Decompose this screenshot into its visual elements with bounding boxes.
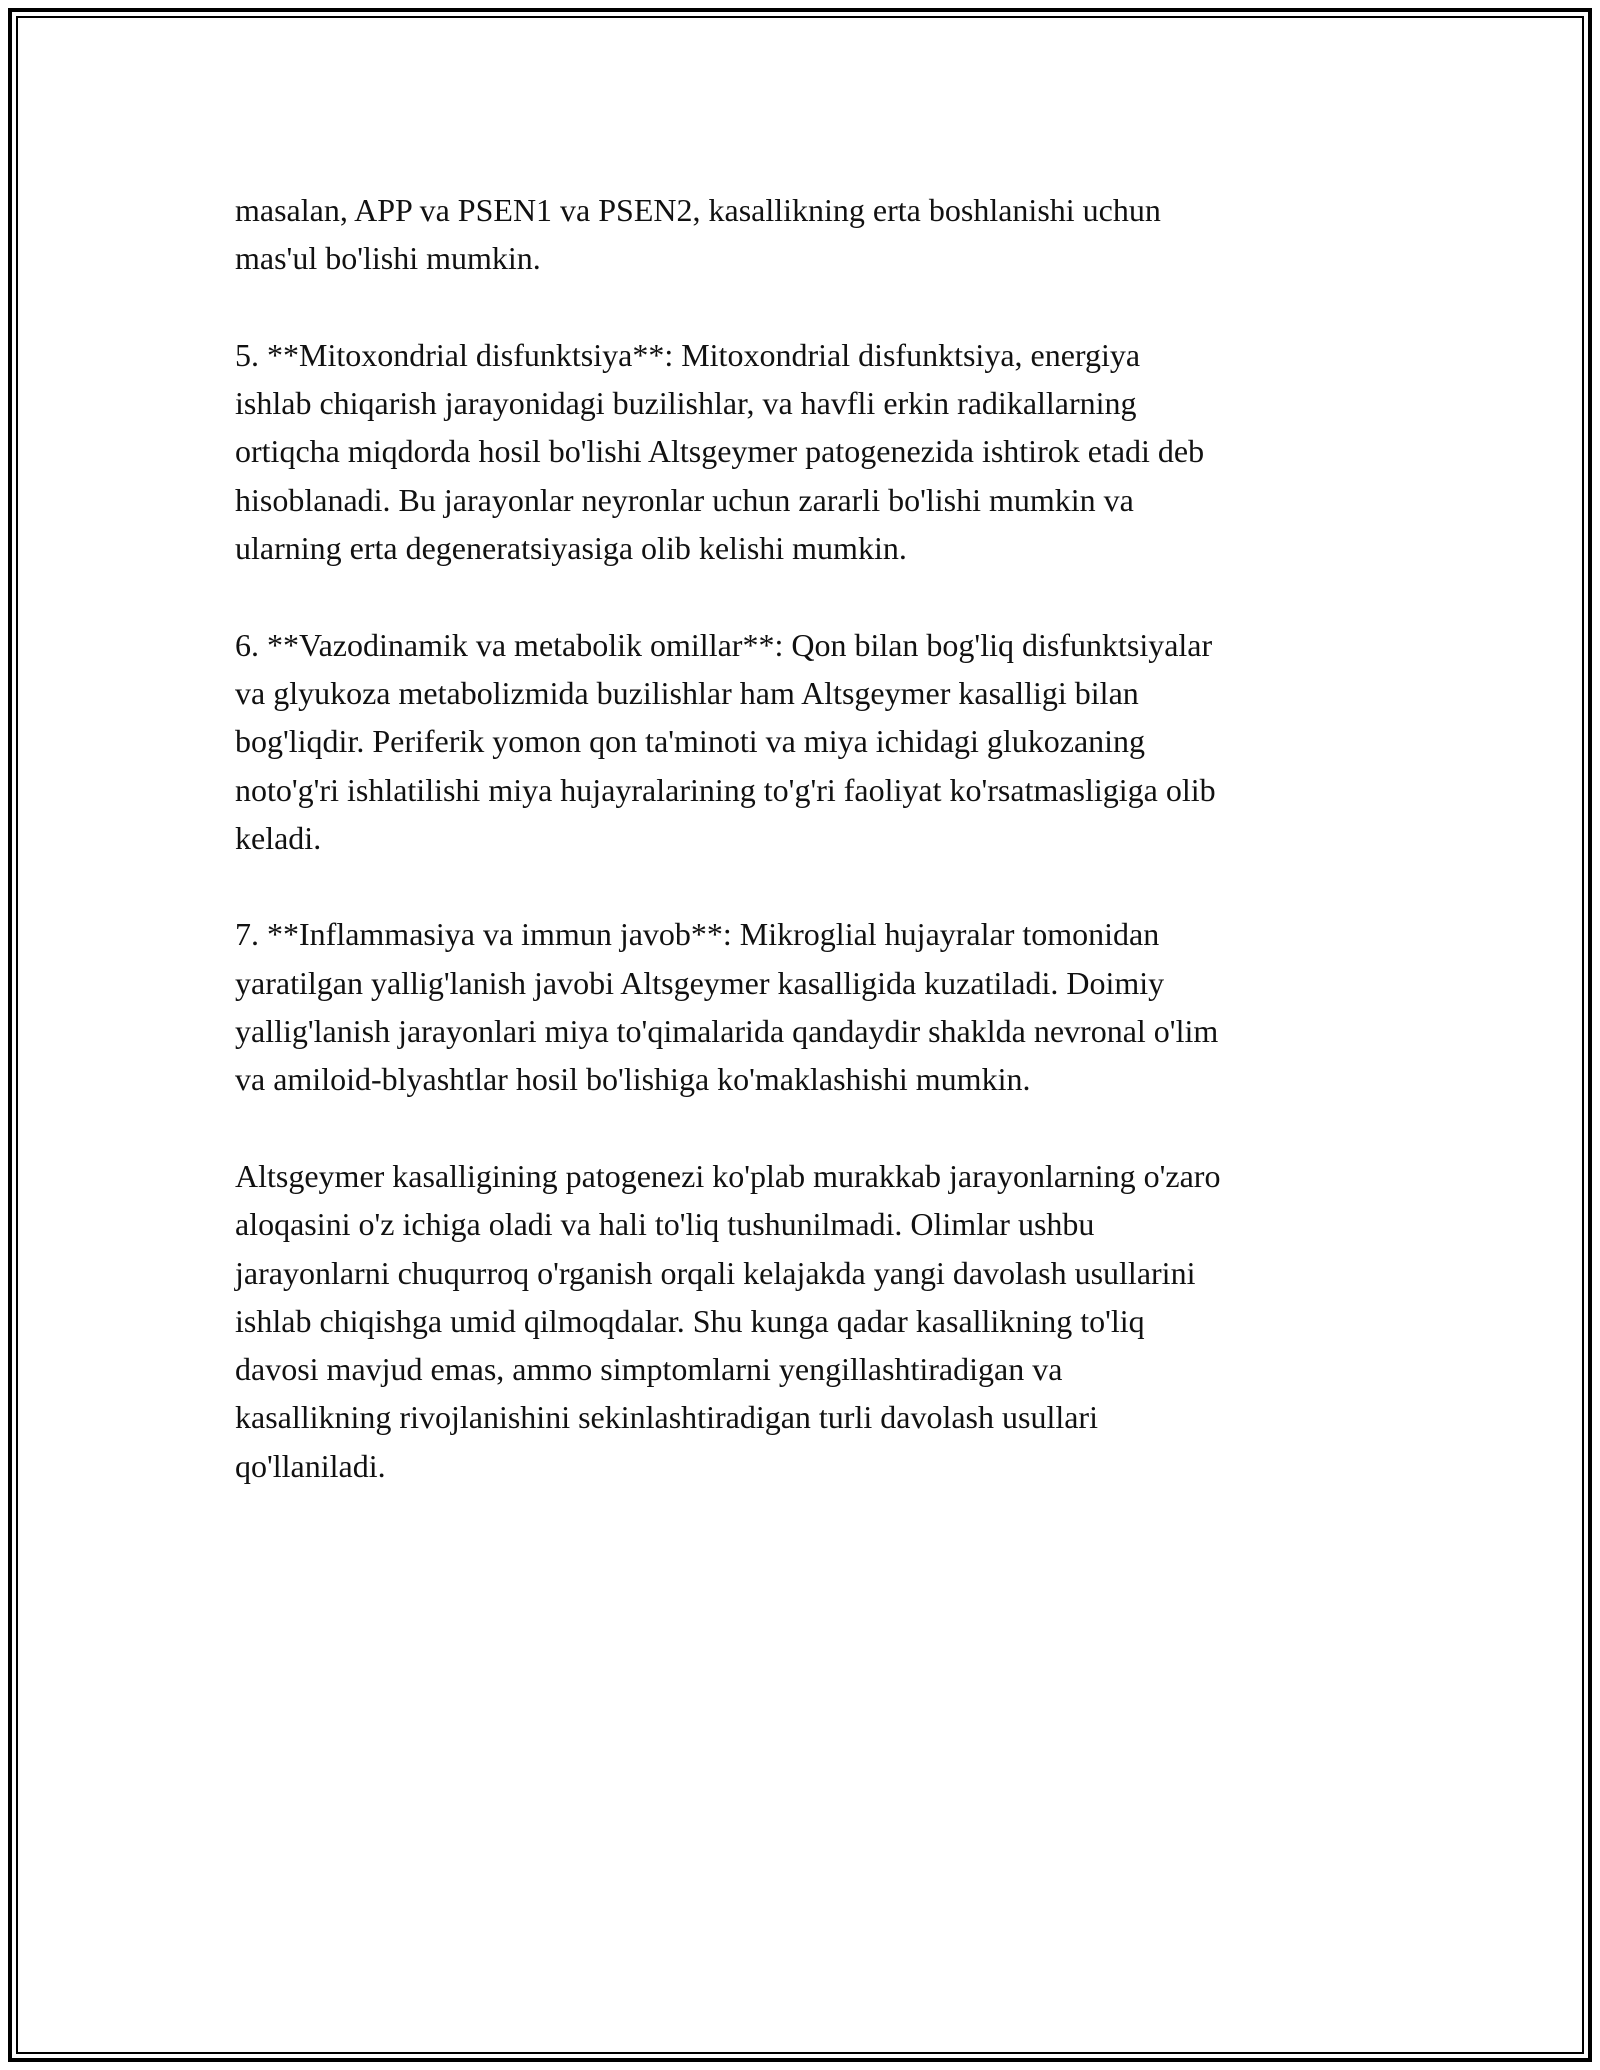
paragraph-vasodynamic-metabolic: [235, 621, 1375, 862]
text-line: yaratilgan yallig'lanish javobi Altsgeymer kasalligida kuzatiladi. Doimiy: [235, 964, 1165, 1001]
text-line: va glyukoza metabolizmida buzilishlar ham Altsgeymer kasalligi bilan: [235, 674, 1139, 711]
text-line: hisoblanadi. Bu jarayonlar neyronlar uchun zararli bo'lishi mumkin va: [235, 481, 1134, 518]
text-line: ortiqcha miqdorda hosil bo'lishi Altsgeymer patogenezida ishtirok etadi deb: [235, 433, 1205, 470]
document-body: [235, 186, 1375, 1538]
text-line: 5. **Mitoxondrial disfunktsiya**: Mitoxondrial disfunktsiya, energiya: [235, 336, 1141, 373]
paragraph-inflammation-immune: [235, 910, 1375, 1103]
text-line: bog'liqdir. Periferik yomon qon ta'minoti va miya ichidagi glukozaning: [235, 723, 1146, 760]
text-line: masalan, APP va PSEN1 va PSEN2, kasallikning erta boshlanishi uchun: [235, 192, 1161, 228]
paragraph-conclusion: [235, 1152, 1375, 1490]
paragraph-mitochondrial-dysfunction: [235, 331, 1375, 572]
text-line: 6. **Vazodinamik va metabolik omillar**: Qon bilan bog'liq disfunktsiyalar: [235, 626, 1213, 663]
text-line: jarayonlarni chuqurroq o'rganish orqali kelajakda yangi davolash usullarini: [235, 1254, 1196, 1291]
text-line: ishlab chiqishga umid qilmoqdalar. Shu kunga qadar kasallikning to'liq: [235, 1302, 1145, 1339]
text-line: va amiloid-blyashtlar hosil bo'lishiga ko'maklashishi mumkin.: [235, 1061, 1031, 1098]
text-line: yallig'lanish jarayonlari miya to'qimalarida qandaydir shaklda nevronal o'lim: [235, 1013, 1219, 1050]
text-line: keladi.: [235, 819, 322, 856]
text-line: ishlab chiqarish jarayonidagi buzilishlar, va havfli erkin radikallarning: [235, 385, 1137, 422]
text-line: Altsgeymer kasalligining patogenezi ko'plab murakkab jarayonlarning o'zaro: [235, 1157, 1221, 1194]
text-line: aloqasini o'z ichiga oladi va hali to'liq tushunilmadi. Olimlar ushbu: [235, 1206, 1095, 1243]
text-line: noto'g'ri ishlatilishi miya hujayralarining to'g'ri faoliyat ko'rsatmasligiga olib: [235, 771, 1216, 808]
text-line: 7. **Inflammasiya va immun javob**: Mikroglial hujayralar tomonidan: [235, 916, 1160, 953]
text-line: qo'llaniladi.: [235, 1447, 386, 1484]
text-line: davosi mavjud emas, ammo simptomlarni yengillashtiradigan va: [235, 1351, 1063, 1388]
text-line: ularning erta degeneratsiyasiga olib kelishi mumkin.: [235, 530, 907, 567]
text-line: kasallikning rivojlanishini sekinlashtiradigan turli davolash usullari: [235, 1399, 1098, 1436]
paragraph-genetics-continued: [235, 186, 1375, 283]
text-line: mas'ul bo'lishi mumkin.: [235, 240, 541, 277]
